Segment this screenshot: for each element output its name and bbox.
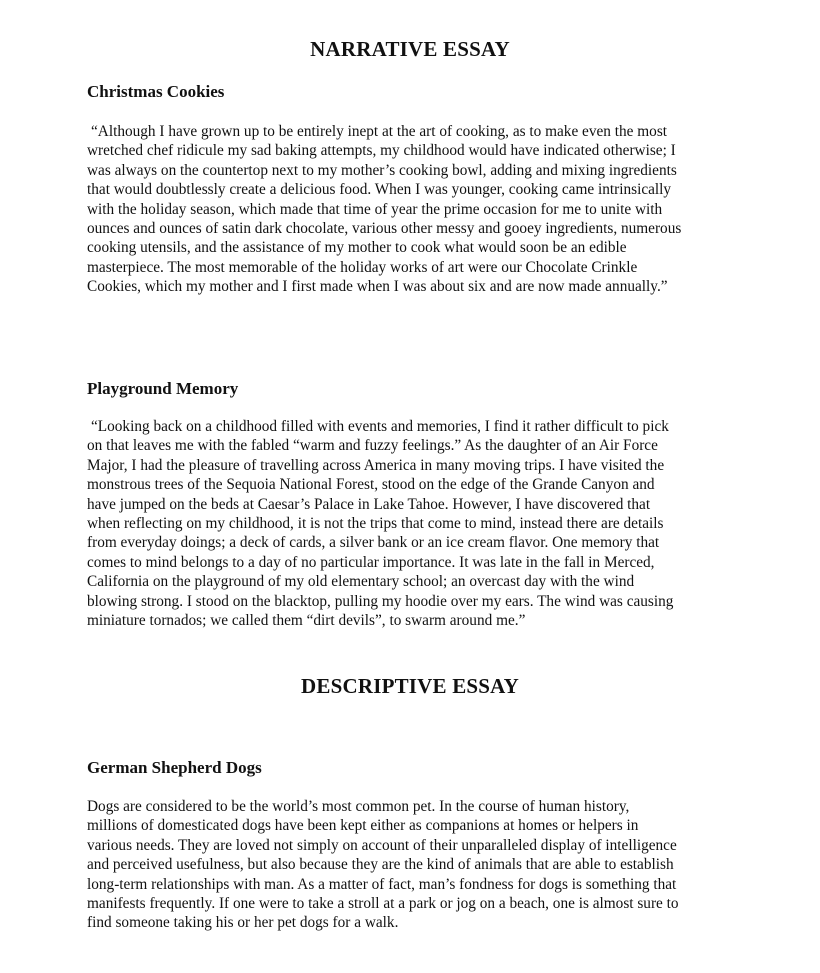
essay-paragraph-playground-memory [87, 417, 735, 630]
paragraph-line: that would doubtlessly create a delicious food. When I was younger, cooking came intrinsically [87, 181, 672, 199]
section-title-narrative: NARRATIVE ESSAY [310, 37, 510, 61]
paragraph-line: Major, I had the pleasure of travelling across America in many moving trips. I have visited the [87, 456, 665, 474]
paragraph-line: with the holiday season, which made that time of year the prime occasion for me to unite with [87, 200, 663, 218]
paragraph-line: manifests frequently. If one were to take a stroll at a park or jog on a beach, one is almost sure to [87, 895, 679, 913]
paragraph-line: monstrous trees of the Sequoia National Forest, stood on the edge of the Grande Canyon and [87, 476, 655, 494]
essay-paragraph-christmas-cookies [87, 122, 735, 297]
paragraph-line: miniature tornados; we called them “dirt devils”, to swarm around me.” [87, 612, 526, 630]
paragraph-line: various needs. They are loved not simply on account of their unparalleled display of intelligence [87, 836, 677, 854]
paragraph-line: on that leaves me with the fabled “warm and fuzzy feelings.” As the daughter of an Air Force [87, 437, 658, 455]
paragraph-line: long-term relationships with man. As a matter of fact, man’s fondness for dogs is something that [87, 875, 677, 893]
paragraph-line: cooking utensils, and the assistance of my mother to cook what would soon be an edible [87, 239, 627, 257]
essay-heading-german-shepherd-dogs: German Shepherd Dogs [87, 758, 262, 777]
essay-heading-playground-memory: Playground Memory [87, 379, 239, 398]
paragraph-line: was always on the countertop next to my mother’s cooking bowl, adding and mixing ingredients [87, 161, 677, 179]
paragraph-line: wretched chef ridicule my sad baking attempts, my childhood would have indicated otherwise; I [87, 142, 676, 160]
paragraph-line: ounces and ounces of satin dark chocolate, various other messy and gooey ingredients, numerous [87, 220, 682, 238]
paragraph-line: find someone taking his or her pet dogs for a walk. [87, 914, 399, 932]
paragraph-line: Cookies, which my mother and I first made when I was about six and are now made annually.” [87, 278, 668, 296]
paragraph-line: when reflecting on my childhood, it is not the trips that come to mind, instead there are details [87, 515, 664, 533]
paragraph-line: millions of domesticated dogs have been kept either as companions at homes or helpers in [87, 817, 639, 835]
paragraph-line: Dogs are considered to be the world’s most common pet. In the course of human history, [87, 798, 630, 815]
paragraph-line: have jumped on the beds at Caesar’s Palace in Lake Tahoe. However, I have discovered that [87, 495, 651, 513]
paragraph-line: masterpiece. The most memorable of the holiday works of art were our Chocolate Crinkle [87, 258, 638, 276]
essay-heading-christmas-cookies: Christmas Cookies [87, 82, 225, 101]
paragraph-line: California on the playground of my old elementary school; an overcast day with the wind [87, 573, 635, 591]
section-title-descriptive: DESCRIPTIVE ESSAY [301, 674, 519, 698]
essay-paragraph-german-shepherd-dogs [87, 797, 735, 933]
paragraph-line: and perceived usefulness, but also because they are the kind of animals that are able to establish [87, 856, 674, 874]
paragraph-line: from everyday doings; a deck of cards, a silver bank or an ice cream flavor. One memory that [87, 534, 660, 552]
paragraph-line: blowing strong. I stood on the blacktop, pulling my hoodie over my ears. The wind was causing [87, 592, 674, 610]
paragraph-line: comes to mind belongs to a day of no particular importance. It was late in the fall in Merced, [87, 553, 655, 571]
paragraph-line: “Looking back on a childhood filled with events and memories, I find it rather difficult to pick [91, 418, 669, 435]
paragraph-line: “Although I have grown up to be entirely inept at the art of cooking, as to make even the most [91, 123, 668, 140]
